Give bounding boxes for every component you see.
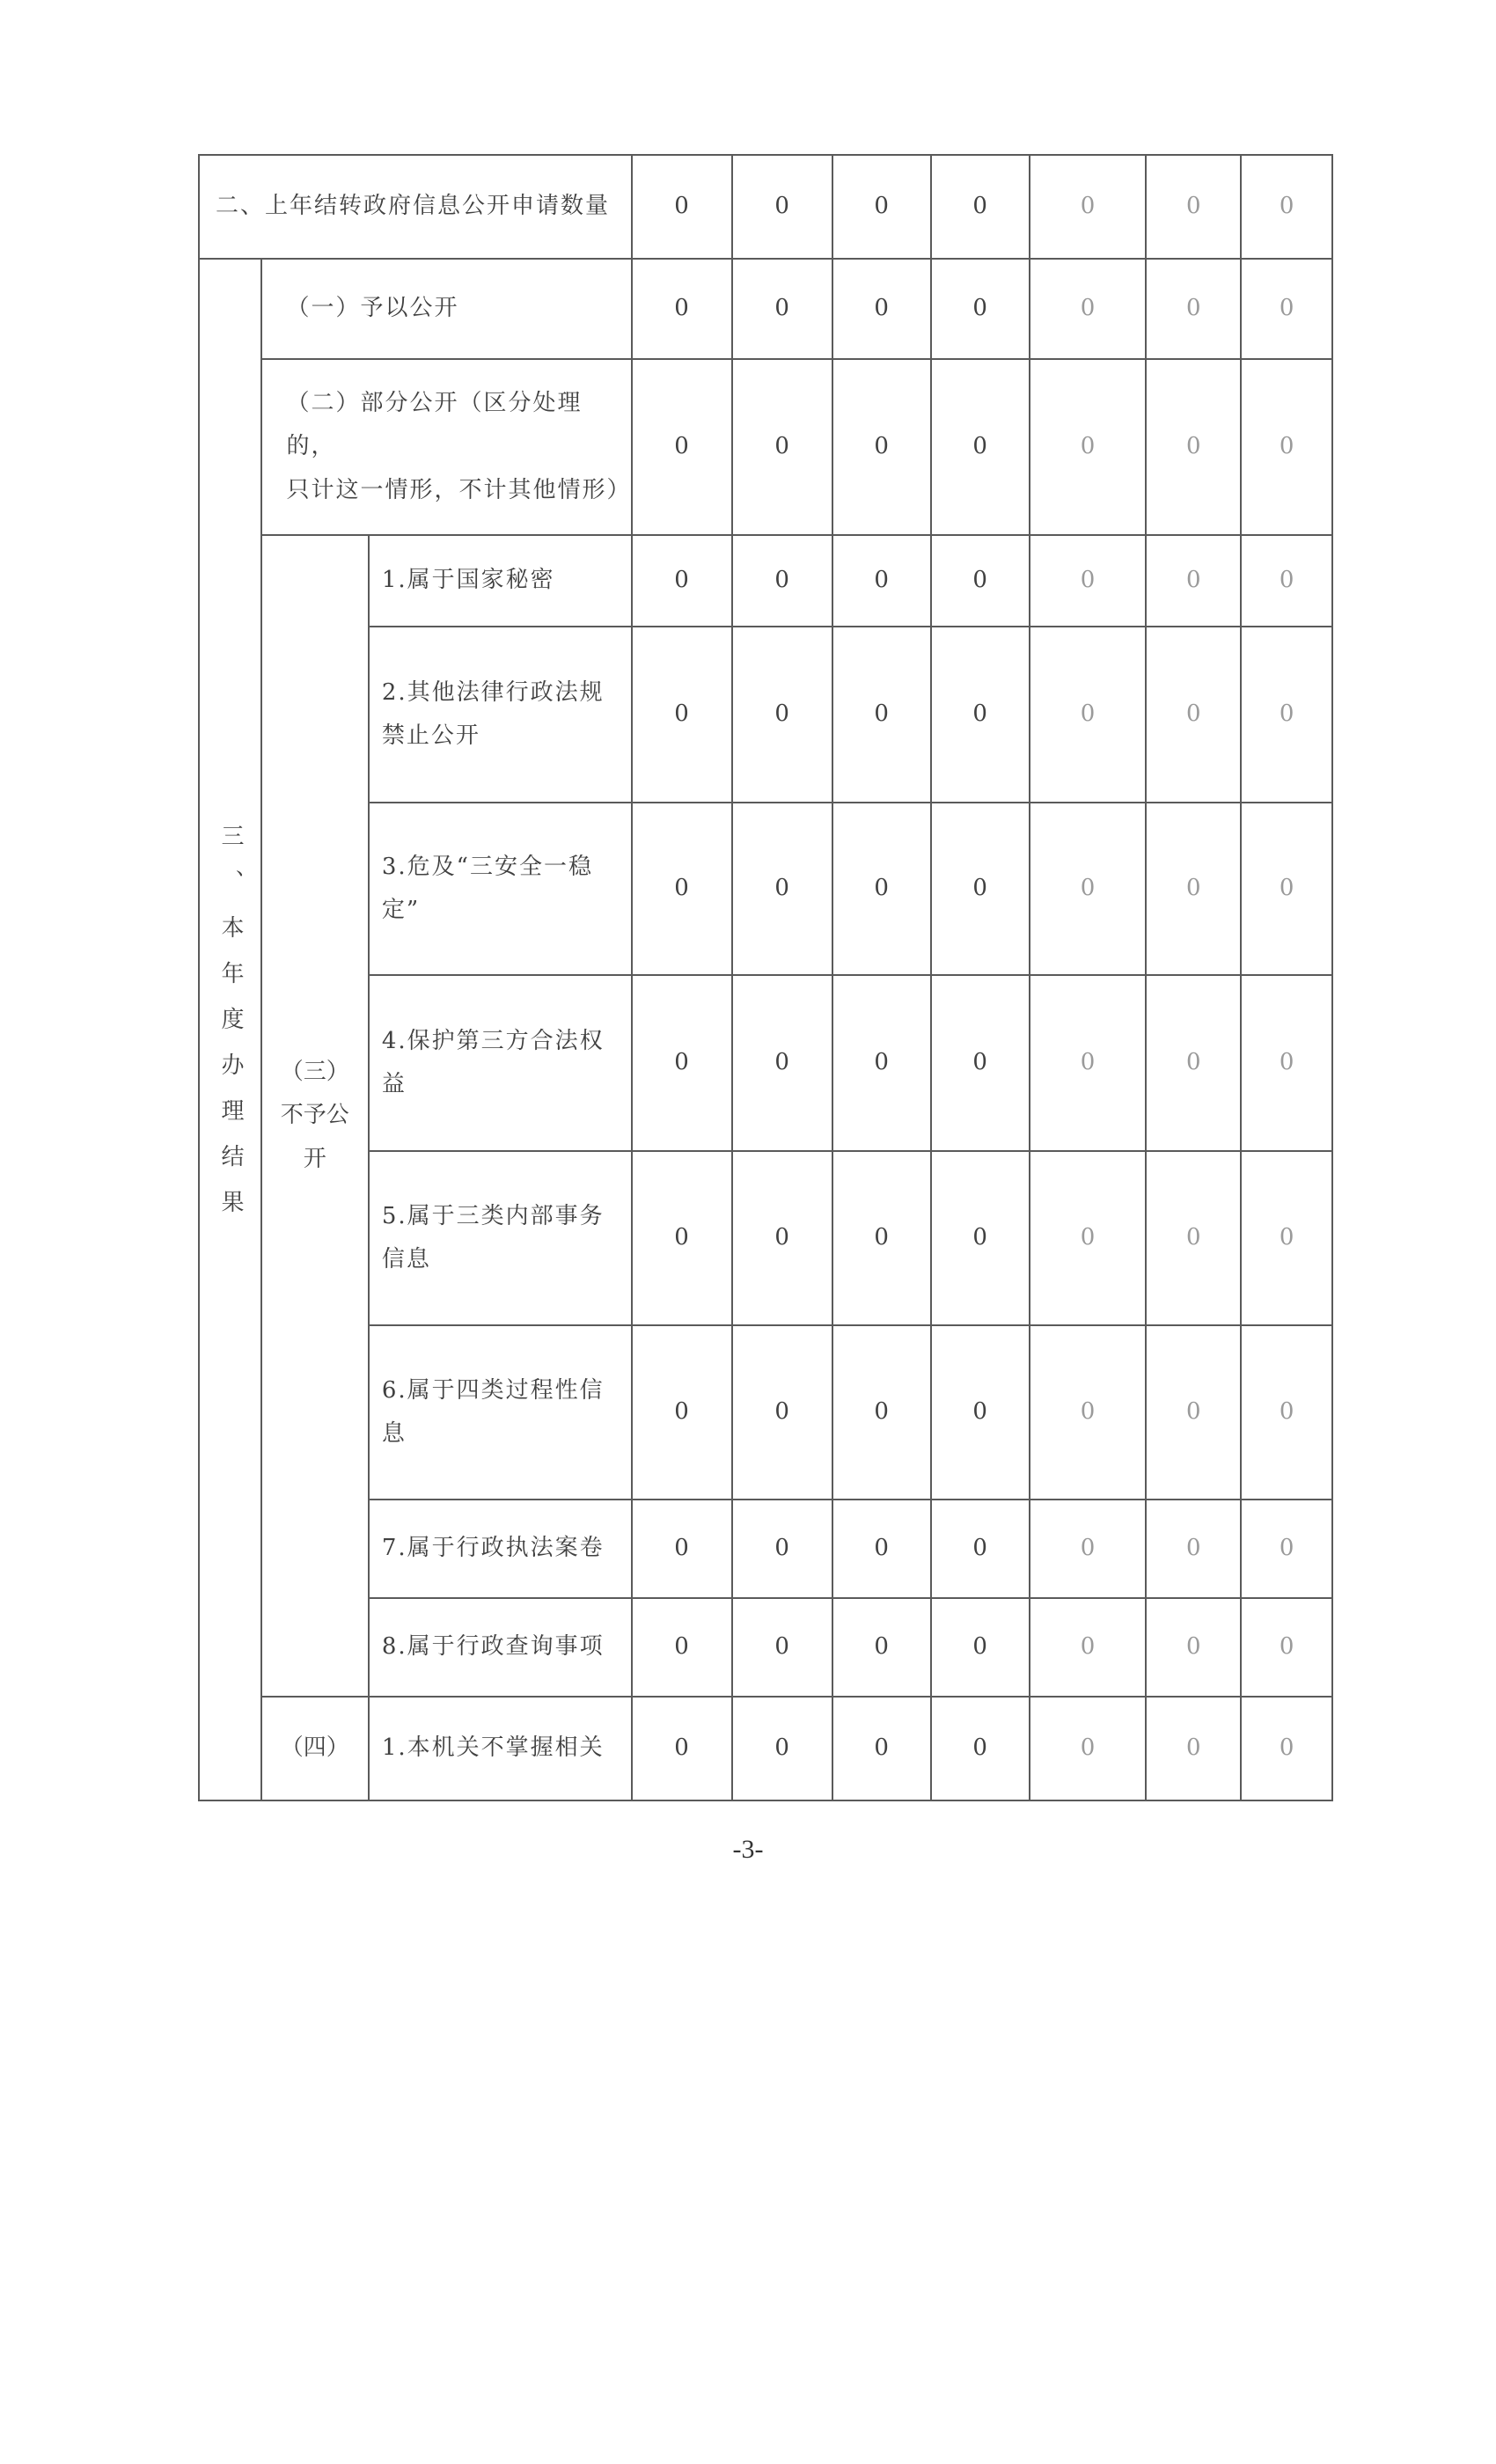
table-cell: 0 <box>931 359 1030 535</box>
table-cell: 0 <box>832 627 931 803</box>
refuse-item-label-line1: 6.属于四类过程性信 <box>381 1376 605 1404</box>
table-cell: 0 <box>832 803 931 975</box>
table-cell: 0 <box>1146 1500 1241 1598</box>
table-cell: 0 <box>1241 259 1332 359</box>
table-cell: 0 <box>732 1151 832 1325</box>
statistics-table <box>198 154 1333 1801</box>
refuse-group-label-line3: 开 <box>303 1145 326 1172</box>
table-cell: 0 <box>931 803 1030 975</box>
table-row <box>199 1325 1332 1500</box>
table-cell: 0 <box>732 803 832 975</box>
table-cell: 0 <box>732 1697 832 1800</box>
table-cell: 0 <box>1146 155 1241 259</box>
table-cell: 0 <box>632 1151 732 1325</box>
refuse-item-label-line2: 定” <box>381 897 421 923</box>
refuse-item-label <box>369 1151 632 1325</box>
table-cell: 0 <box>1030 1697 1147 1800</box>
table-cell: 0 <box>832 155 931 259</box>
refuse-item-label-line1: 8.属于行政查询事项 <box>381 1633 605 1661</box>
table-cell: 0 <box>832 259 931 359</box>
refuse-group-label-line2: 不予公 <box>280 1102 349 1129</box>
table-row <box>199 155 1332 259</box>
refuse-item-label <box>369 1325 632 1500</box>
table-cell: 0 <box>632 535 732 627</box>
table-cell: 0 <box>832 535 931 627</box>
table-cell: 0 <box>1146 803 1241 975</box>
table-cell: 0 <box>832 975 931 1151</box>
table-cell: 0 <box>832 359 931 535</box>
table-cell: 0 <box>1030 259 1147 359</box>
unable-group-label: （四） <box>261 1697 369 1800</box>
table-cell: 0 <box>1030 975 1147 1151</box>
table-cell: 0 <box>832 1500 931 1598</box>
table-cell: 0 <box>931 1697 1030 1800</box>
table-cell: 0 <box>1146 975 1241 1151</box>
table-cell: 0 <box>931 155 1030 259</box>
table-row <box>199 259 1332 359</box>
table-cell: 0 <box>931 1500 1030 1598</box>
table-row <box>199 1151 1332 1325</box>
table-cell: 0 <box>1241 1697 1332 1800</box>
table-cell: 0 <box>732 259 832 359</box>
table-cell: 0 <box>632 1500 732 1598</box>
table-cell: 0 <box>1146 259 1241 359</box>
table-cell: 0 <box>1030 627 1147 803</box>
table-cell: 0 <box>832 1151 931 1325</box>
table-cell: 0 <box>632 259 732 359</box>
table-cell: 0 <box>1030 1598 1147 1697</box>
table-cell: 0 <box>1030 359 1147 535</box>
table-cell: 0 <box>732 535 832 627</box>
table-cell: 0 <box>632 803 732 975</box>
table-cell: 0 <box>931 975 1030 1151</box>
table-cell: 0 <box>1241 803 1332 975</box>
table-cell: 0 <box>1030 1325 1147 1500</box>
table-cell: 0 <box>1030 1151 1147 1325</box>
table-cell: 0 <box>931 1151 1030 1325</box>
table-cell: 0 <box>1241 155 1332 259</box>
table-cell: 0 <box>1241 1500 1332 1598</box>
table-cell: 0 <box>732 1500 832 1598</box>
table-cell: 0 <box>632 155 732 259</box>
table-cell: 0 <box>632 1697 732 1800</box>
table-cell: 0 <box>1030 155 1147 259</box>
table-cell: 0 <box>1146 535 1241 627</box>
table-cell: 0 <box>732 975 832 1151</box>
table-cell: 0 <box>832 1325 931 1500</box>
refuse-item-label <box>369 1598 632 1697</box>
refuse-group-label <box>261 535 369 1697</box>
table-row <box>199 975 1332 1151</box>
table-row <box>199 359 1332 535</box>
refuse-item-label <box>369 803 632 975</box>
table-cell: 0 <box>832 1598 931 1697</box>
row-label-partial-line1: （二）部分公开（区分处理的， <box>286 389 583 460</box>
table-cell: 0 <box>1146 1697 1241 1800</box>
table-row <box>199 803 1332 975</box>
table-cell: 0 <box>1241 535 1332 627</box>
refuse-item-label-line2: 禁止公开 <box>381 722 480 749</box>
table-cell: 0 <box>632 627 732 803</box>
row-label-partial <box>261 359 632 535</box>
table-row <box>199 535 1332 627</box>
refuse-group-label-line1: （三） <box>280 1058 349 1085</box>
table-cell: 0 <box>1241 1598 1332 1697</box>
refuse-item-label-line2: 息 <box>381 1420 407 1447</box>
refuse-item-label <box>369 535 632 627</box>
table-cell: 0 <box>1030 803 1147 975</box>
refuse-item-label <box>369 975 632 1151</box>
table-cell: 0 <box>931 535 1030 627</box>
table-cell: 0 <box>1241 359 1332 535</box>
refuse-item-label <box>369 627 632 803</box>
row-label-partial-line2: 只计这一情形，不计其他情形） <box>286 476 632 503</box>
table-cell: 0 <box>1241 627 1332 803</box>
table-cell: 0 <box>931 259 1030 359</box>
refuse-item-label-line1: 3.危及“三安全一稳 <box>381 853 593 880</box>
row-label-grant: （一）予以公开 <box>261 259 632 359</box>
row-label-carryover: 二、上年结转政府信息公开申请数量 <box>199 155 632 259</box>
table-cell: 0 <box>732 155 832 259</box>
table-cell: 0 <box>931 1325 1030 1500</box>
table-row <box>199 1697 1332 1800</box>
table-row <box>199 1500 1332 1598</box>
table-cell: 0 <box>632 1598 732 1697</box>
page-number: -3- <box>732 1835 764 1864</box>
table-cell: 0 <box>931 1598 1030 1697</box>
refuse-item-label-line1: 5.属于三类内部事务 <box>381 1202 605 1229</box>
section3-label: 三、本年度办理结果 <box>199 259 261 1800</box>
table-cell: 0 <box>732 359 832 535</box>
table-cell: 0 <box>632 359 732 535</box>
table-cell: 0 <box>1030 535 1147 627</box>
table-cell: 0 <box>1241 1151 1332 1325</box>
refuse-item-label-line1: 4.保护第三方合法权 <box>381 1027 605 1054</box>
table-cell: 0 <box>732 1325 832 1500</box>
table-cell: 0 <box>1146 1598 1241 1697</box>
unable-item-label: 1.本机关不掌握相关 <box>369 1697 632 1800</box>
table-cell: 0 <box>632 1325 732 1500</box>
table-cell: 0 <box>632 975 732 1151</box>
refuse-item-label <box>369 1500 632 1598</box>
refuse-item-label-line1: 1.属于国家秘密 <box>381 567 555 594</box>
table-cell: 0 <box>1146 1151 1241 1325</box>
table-cell: 0 <box>1146 1325 1241 1500</box>
table-cell: 0 <box>1146 359 1241 535</box>
table-cell: 0 <box>931 627 1030 803</box>
table-cell: 0 <box>1030 1500 1147 1598</box>
refuse-item-label-line2: 益 <box>381 1071 407 1097</box>
table-row <box>199 1598 1332 1697</box>
table-cell: 0 <box>832 1697 931 1800</box>
table-cell: 0 <box>1241 975 1332 1151</box>
refuse-item-label-line1: 2.其他法律行政法规 <box>381 678 605 706</box>
table-cell: 0 <box>732 627 832 803</box>
table-cell: 0 <box>1146 627 1241 803</box>
table-cell: 0 <box>1241 1325 1332 1500</box>
refuse-item-label-line1: 7.属于行政执法案卷 <box>381 1535 605 1562</box>
refuse-item-label-line2: 信息 <box>381 1246 431 1272</box>
table-cell: 0 <box>732 1598 832 1697</box>
table-row <box>199 627 1332 803</box>
